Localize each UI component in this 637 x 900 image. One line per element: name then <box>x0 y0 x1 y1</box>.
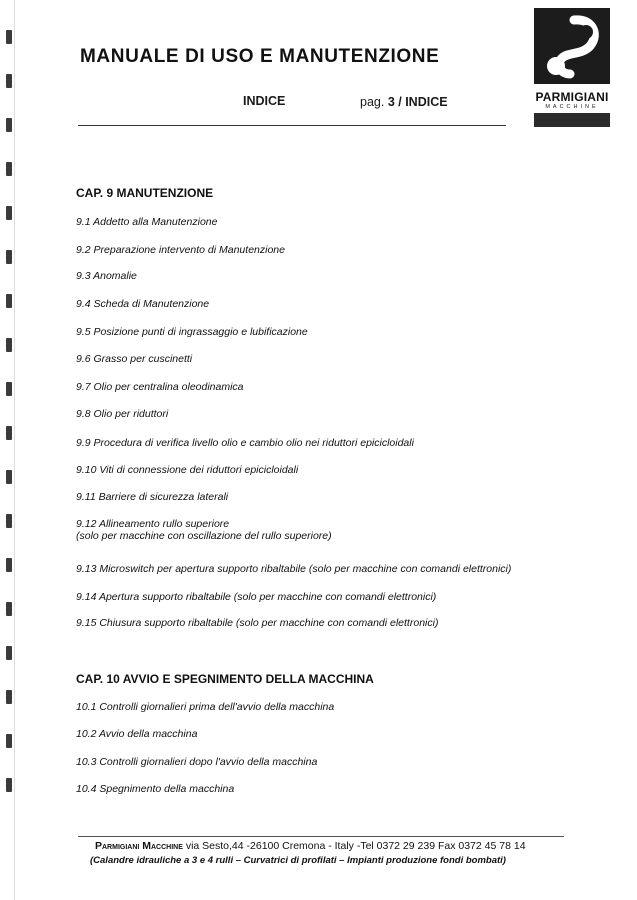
logo-subtitle: MACCHINE <box>545 104 599 110</box>
binding-hole <box>6 338 12 352</box>
logo-name: PARMIGIANI <box>535 90 609 104</box>
binding-hole <box>6 426 12 440</box>
footer-brand: Parmigiani Macchine <box>95 840 183 852</box>
toc-item: 9.7 Olio per centralina oleodinamica <box>76 381 244 393</box>
toc-item-note: (solo per macchine con oscillazione del rullo superiore) <box>76 530 332 542</box>
toc-item: 9.14 Apertura supporto ribaltabile (solo per macchine con comandi elettronici) <box>76 591 437 603</box>
binding-holes <box>6 30 18 822</box>
toc-item: 9.6 Grasso per cuscinetti <box>76 353 193 365</box>
binding-hole <box>6 30 12 44</box>
binding-hole <box>6 250 12 264</box>
binding-hole <box>6 602 12 616</box>
toc-item: 9.11 Barriere di sicurezza laterali <box>76 491 229 503</box>
binding-hole <box>6 734 12 748</box>
toc-item: 9.2 Preparazione intervento di Manutenzione <box>76 244 285 256</box>
toc-item: 10.4 Spegnimento della macchina <box>76 783 235 795</box>
document-title: MANUALE DI USO E MANUTENZIONE <box>80 46 440 67</box>
toc-item: 9.10 Viti di connessione dei riduttori epicicloidali <box>76 464 299 476</box>
toc-item: 9.1 Addetto alla Manutenzione <box>76 216 218 228</box>
company-logo <box>534 8 610 127</box>
toc-item: 9.5 Posizione punti di ingrassaggio e lubificazione <box>76 326 308 338</box>
toc-item: 9.8 Olio per riduttori <box>76 408 169 420</box>
toc-item: 10.2 Avvio della macchina <box>76 728 198 740</box>
footer-divider <box>78 836 564 837</box>
binding-hole <box>6 558 12 572</box>
toc-item: 9.13 Microswitch per apertura supporto ribaltabile (solo per macchine con comandi elettronici) <box>76 563 512 575</box>
chapter-heading: CAP. 9 MANUTENZIONE <box>76 186 214 200</box>
page-number: 3 / INDICE <box>387 95 448 109</box>
toc-item: 9.3 Anomalie <box>76 270 137 282</box>
binding-hole <box>6 74 12 88</box>
toc-item: 10.1 Controlli giornalieri prima dell'avvio della macchina <box>76 701 335 713</box>
footer-contact <box>95 840 526 852</box>
toc-item: 9.4 Scheda di Manutenzione <box>76 298 210 310</box>
binding-hole <box>6 206 12 220</box>
section-label: INDICE <box>243 94 286 108</box>
binding-hole <box>6 118 12 132</box>
toc-item: 9.9 Procedura di verifica livello olio e cambio olio nei riduttori epicicloidali <box>76 437 414 449</box>
binding-hole <box>6 382 12 396</box>
toc-item: 9.15 Chiusura supporto ribaltabile (solo per macchine con comandi elettronici) <box>76 617 439 629</box>
chapter-heading: CAP. 10 AVVIO E SPEGNIMENTO DELLA MACCHINA <box>76 672 374 686</box>
binding-hole <box>6 646 12 660</box>
binding-hole <box>6 690 12 704</box>
header-divider <box>78 125 506 126</box>
binding-hole <box>6 514 12 528</box>
logo-bar <box>534 113 610 127</box>
toc-item-multiline <box>76 518 332 542</box>
toc-item-title: 9.12 Allineamento rullo superiore <box>76 518 230 530</box>
binding-hole <box>6 470 12 484</box>
footer-address: via Sesto,44 -26100 Cremona - Italy -Tel 0372 29 239 Fax 0372 45 78 14 <box>185 840 526 852</box>
footer-tagline: (Calandre idrauliche a 3 e 4 rulli – Curvatrici di profilati – Impianti produzione fondi bombati) <box>90 855 506 866</box>
binding-hole <box>6 778 12 792</box>
binding-hole <box>6 294 12 308</box>
parmigiani-logo-icon <box>534 8 610 84</box>
binding-hole <box>6 162 12 176</box>
toc-item: 10.3 Controlli giornalieri dopo l'avvio della macchina <box>76 756 318 768</box>
page-prefix: pag. <box>360 95 385 109</box>
page-reference <box>360 95 448 109</box>
